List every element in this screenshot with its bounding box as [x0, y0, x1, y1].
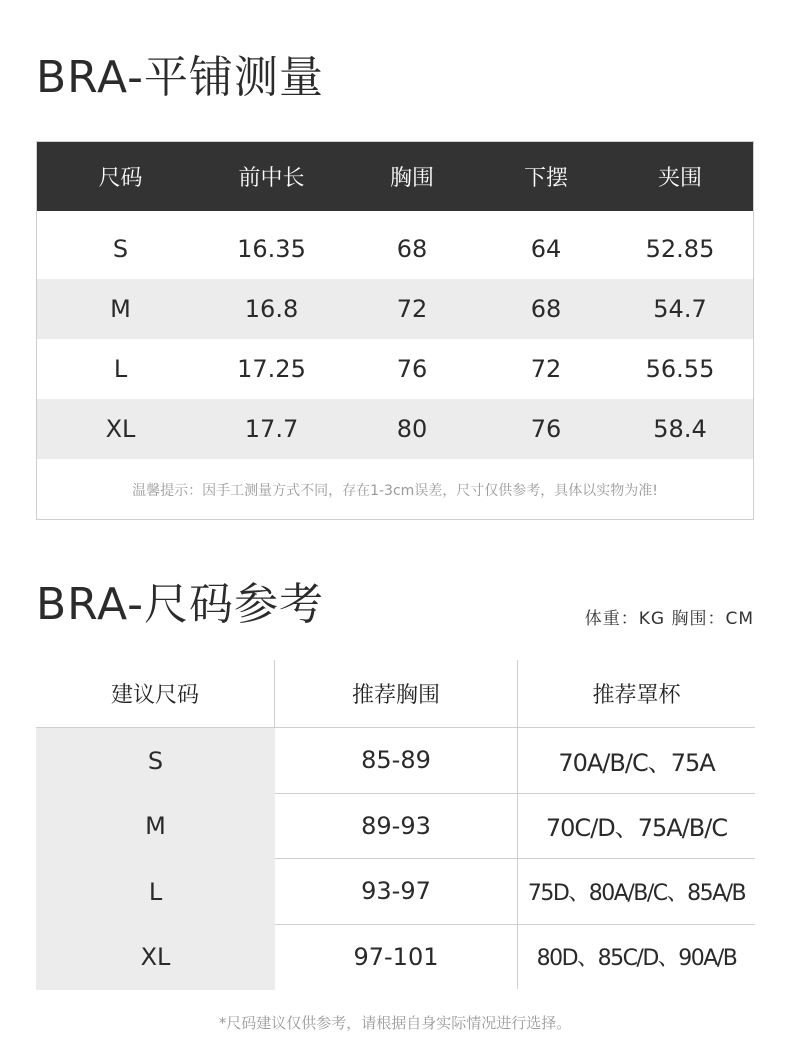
table-row: [275, 859, 755, 925]
cell-chest-range: 85-89: [275, 728, 518, 793]
cell-cup-sizes: 75D、80A/B/C、85A/B: [527, 880, 746, 906]
table-row: [37, 279, 753, 339]
units-label: 体重：KG 胸围：CM: [584, 609, 754, 629]
table-row: [37, 219, 753, 279]
measurement-disclaimer: 温馨提示：因手工测量方式不同，存在1-3cm误差，尺寸仅供参考，具体以实物为准!: [132, 483, 658, 499]
header-armhole: 夹围: [657, 166, 702, 191]
size-label: L: [148, 877, 163, 906]
cell-chest-range: 97-101: [275, 925, 518, 990]
cell-size: L: [113, 355, 128, 383]
header-chest: 胸围: [389, 166, 434, 191]
size-label: M: [145, 812, 166, 841]
table-header-row: [37, 142, 753, 211]
cell-cup-sizes: 70C/D、75A/B/C: [545, 814, 728, 843]
measurement-title: BRA-平铺测量: [36, 52, 324, 103]
cell-chest: 76: [396, 355, 428, 383]
cell-chest: 80: [396, 415, 428, 443]
cell-size: S: [112, 235, 129, 263]
cell-chest-range: 89-93: [275, 794, 518, 859]
header-front-length: 前中长: [238, 166, 305, 191]
table-row: [275, 728, 755, 794]
cell-size: XL: [105, 415, 136, 443]
size-label: S: [147, 746, 164, 775]
cell-hem: 68: [530, 295, 562, 323]
cell-hem: 76: [530, 415, 562, 443]
cell-front-length: 16.8: [244, 295, 299, 323]
cell-size: M: [110, 295, 131, 323]
cell-chest: 72: [396, 295, 428, 323]
header-recommended-chest: 推荐胸围: [275, 660, 518, 727]
cell-cup-sizes: 70A/B/C、75A: [558, 748, 715, 777]
header-hem: 下摆: [523, 166, 568, 191]
table-row: [275, 925, 755, 990]
size-label: XL: [140, 943, 171, 972]
cell-hem: 72: [530, 355, 562, 383]
size-advice-note: *尺码建议仅供参考，请根据自身实际情况进行选择。: [218, 1014, 572, 1032]
cell-hem: 64: [530, 235, 562, 263]
cell-armhole: 54.7: [653, 295, 707, 323]
cell-front-length: 17.25: [237, 355, 306, 383]
size-reference-title: BRA-尺码参考: [36, 579, 324, 630]
header-recommended-cup: 推荐罩杯: [592, 683, 681, 708]
table-row: [37, 399, 753, 459]
cell-front-length: 16.35: [237, 235, 306, 263]
table-row: [37, 339, 753, 399]
table-row: [275, 794, 755, 860]
header-size: 尺码: [98, 166, 143, 191]
cell-armhole: 52.85: [645, 235, 715, 263]
cell-chest-range: 93-97: [275, 859, 518, 924]
table-header-row: [36, 660, 755, 728]
header-recommended-size: 建议尺码: [36, 660, 275, 727]
size-column: [36, 728, 275, 990]
size-reference-table: [36, 660, 755, 990]
cell-armhole: 56.55: [645, 355, 715, 383]
cell-cup-sizes: 80D、85C/D、90A/B: [536, 946, 737, 972]
flat-measurement-table: [36, 141, 754, 520]
cell-armhole: 58.4: [653, 415, 707, 443]
cell-chest: 68: [396, 235, 428, 263]
cell-front-length: 17.7: [244, 415, 299, 443]
